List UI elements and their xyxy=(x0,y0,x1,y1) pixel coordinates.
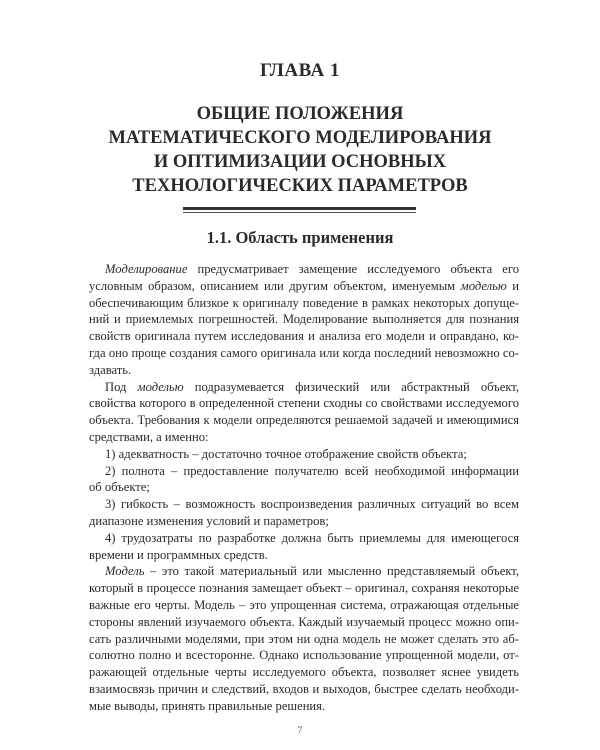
text-line: важные его черты. Модель – это упрощенная система, отражающая отдельные xyxy=(89,597,519,612)
paragraph-model-definition xyxy=(89,379,519,446)
list-item-continuation: диапазоне изменения условий и параметров; xyxy=(89,513,329,528)
text-line: Моделирование предусматривает замещение исследуемого объекта его xyxy=(105,262,519,276)
list-item: 3) гибкость – возможность воспроизведения различных ситуаций во всем xyxy=(105,497,519,512)
chapter-title-line: И ОПТИМИЗАЦИИ ОСНОВНЫХ xyxy=(153,152,447,172)
text-line: здавать. xyxy=(89,362,132,377)
divider-thin xyxy=(183,212,416,213)
term-modeling: Моделирование xyxy=(105,262,188,276)
body-text xyxy=(89,261,519,715)
requirements-list xyxy=(89,446,519,564)
list-item: 2) полнота – предоставление получателю всей необходимой информации xyxy=(105,463,519,478)
text-line: свойств оригинала путем исследования и анализа его модели и оправдано, ко- xyxy=(89,329,519,344)
text-line: гда оно проще создания самого оригинала или когда последний невозможно со- xyxy=(89,345,519,360)
chapter-label: ГЛАВА 1 xyxy=(259,60,341,81)
text-line: Модель – это такой материальный или мысленно представляемый объект, xyxy=(105,564,519,579)
list-item: 1) адекватность – достаточно точное отображение свойств объекта; xyxy=(105,446,467,461)
list-item-continuation: об объекте; xyxy=(89,480,150,495)
text-line: мые выводы, принять правильные решения. xyxy=(89,698,326,713)
chapter-title-line: МАТЕМАТИЧЕСКОГО МОДЕЛИРОВАНИЯ xyxy=(108,128,492,148)
page-number: 7 xyxy=(297,726,303,736)
text-line: стороны явлений изучаемого объекта. Каждый изучаемый процесс можно опи- xyxy=(89,614,519,629)
term-model: моделью xyxy=(460,278,507,293)
text-line: средствами, а именно: xyxy=(89,429,209,444)
section-title: 1.1. Область применения xyxy=(206,228,394,247)
text-line: свойства которого в определенной степени сходны со свойствами исследуемого xyxy=(89,396,519,411)
list-item-continuation: времени и программных средств. xyxy=(89,547,268,562)
divider-thick xyxy=(183,207,416,210)
paragraph-model-description xyxy=(89,563,519,714)
text-line: объекта. Требования к модели определяются решаемой задачей и имеющимися xyxy=(89,413,519,428)
text-line: Под моделью подразумевается физический или абстрактный объект, xyxy=(105,379,519,394)
term-model: Модель xyxy=(105,564,145,579)
term-model: моделью xyxy=(137,379,184,394)
text-line: сать различными моделями, при этом ни одна модель не может сделать это аб- xyxy=(89,631,519,646)
chapter-title-line: ОБЩИЕ ПОЛОЖЕНИЯ xyxy=(196,104,404,124)
paragraph-modeling xyxy=(89,261,519,379)
text-line: условным образом, описанием или другим объектом, именуемым моделью и xyxy=(89,278,519,293)
text-line: ражающей отдельные черты исследуемого объекта, позволяет яснее увидеть xyxy=(89,665,519,680)
chapter-title xyxy=(0,102,600,198)
chapter-title-line: ТЕХНОЛОГИЧЕСКИХ ПАРАМЕТРОВ xyxy=(132,176,468,196)
text-line: солютно полно и всесторонне. Однако использование упрощенной модели, от- xyxy=(89,648,519,663)
text-line: обеспечивающим близкое к оригиналу поведение в рамках некоторых допуще- xyxy=(89,295,519,310)
text-line: который в процессе познания замещает объект – оригинал, сохраняя некоторые xyxy=(89,581,519,596)
list-item: 4) трудозатраты по разработке должна быть приемлемы для имеющегося xyxy=(105,530,519,545)
text-line: ний и приемлемых погрешностей. Моделирование выполняется для познания xyxy=(89,312,519,327)
text-line: взаимосвязь причин и следствий, входов и выходов, быстрее сделать необходи- xyxy=(89,681,519,696)
